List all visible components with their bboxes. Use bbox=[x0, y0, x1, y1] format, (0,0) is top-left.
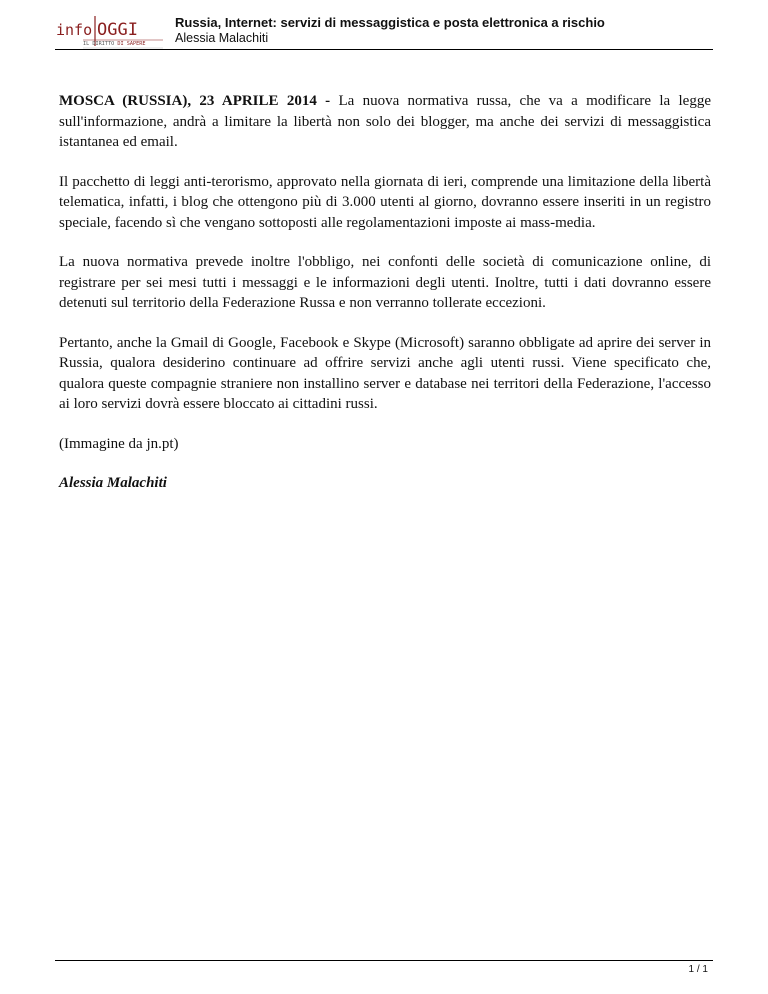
paragraph-1-text: La nuova normativa russa, che va a modificare la legge sull'informazione, andrà a limitare la libertà non solo dei blogger, ma anche dei servizi di messaggistica istantanea ed email. bbox=[59, 93, 712, 150]
logo-info: info bbox=[56, 21, 93, 39]
paragraph-3: La nuova normativa prevede inoltre l'obbligo, nei confonti delle società di comunicazione online, di registrare per sei mesi tutti i messaggi e le informazioni degli utenti. Inoltre, tutti i dati dovranno essere detenuti sul territorio della Federazione Russa e non verranno tollerate eccezioni. bbox=[59, 254, 711, 311]
header-text bbox=[175, 15, 605, 46]
header-divider bbox=[55, 49, 713, 50]
paragraph-4: Pertanto, anche la Gmail di Google, Facebook e Skype (Microsoft) saranno obbligate ad aprire dei server in Russia, qualora desiderino continuare ad offrire servizi anche agli utenti russi. Viene specificato che, qualora queste compagnie straniere non installino server e database nei territori della Federazione, l'accesso ai loro servizi dovrà essere bloccato ai cittadini russi. bbox=[59, 334, 711, 412]
dateline: MOSCA (RUSSIA), 23 APRILE 2014 - bbox=[59, 93, 331, 109]
document-title: Russia, Internet: servizi di messaggistica e posta elettronica a rischio bbox=[175, 15, 605, 30]
header-author: Alessia Malachiti bbox=[175, 31, 269, 45]
logo-oggi: OGGI bbox=[97, 20, 138, 40]
footer-divider bbox=[55, 960, 713, 961]
paragraph-1 bbox=[59, 91, 711, 153]
page-number: 1 / 1 bbox=[688, 964, 708, 975]
article-body bbox=[59, 91, 711, 513]
image-credit: (Immagine da jn.pt) bbox=[59, 435, 179, 452]
paragraph-2: Il pacchetto di leggi anti-terorismo, approvato nella giornata di ieri, comprende una limitazione della libertà telematica, infatti, i blog che ottengono più di 3.000 utenti al giorno, dovranno essere inseriti in un registro speciale, facendo sì che vengano sottoposti alle regolamentazioni imposte ai mass-media. bbox=[59, 173, 711, 231]
author-signature: Alessia Malachiti bbox=[59, 475, 167, 491]
infooggi-logo bbox=[55, 10, 163, 50]
logo-tagline-part2: DI SAPERE bbox=[117, 41, 146, 47]
logo-tagline-part1: IL DIRITTO bbox=[83, 41, 118, 47]
svg-text:IL DIRITTO DI SAPERE bbox=[83, 41, 145, 47]
